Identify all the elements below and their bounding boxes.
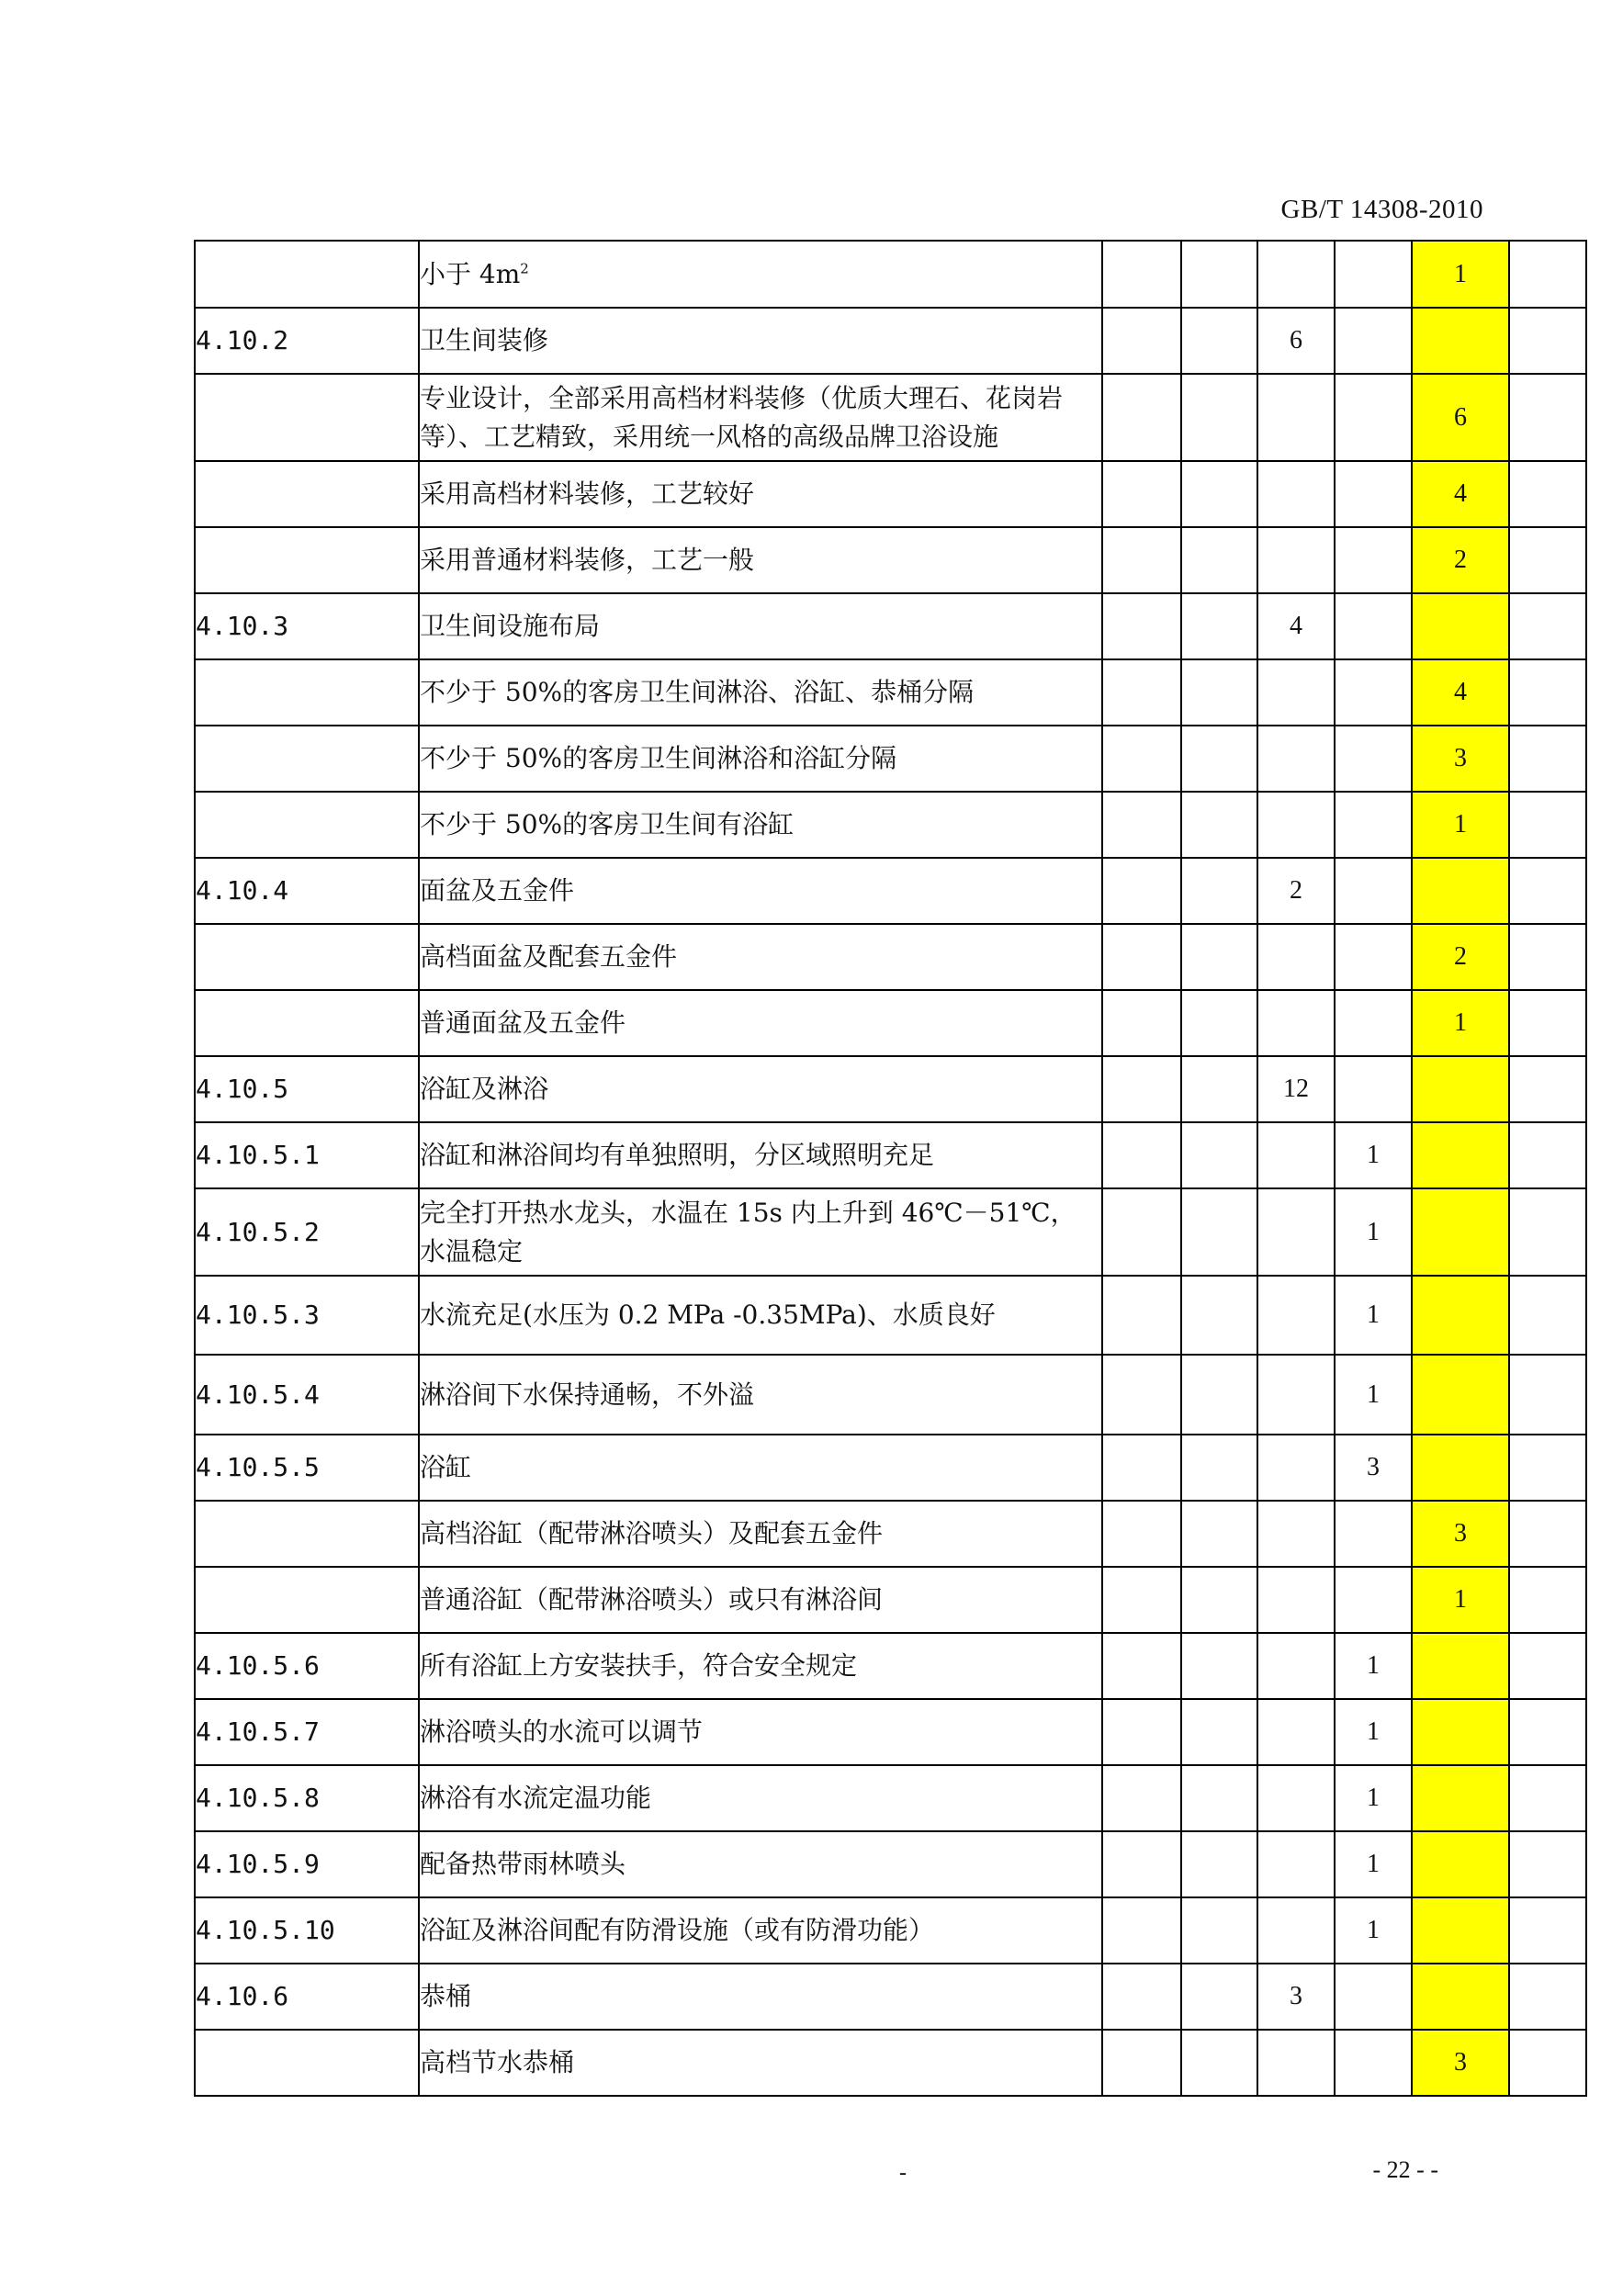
- item-code: [195, 2030, 419, 2096]
- item-description: [419, 593, 1102, 659]
- item-description: [419, 1355, 1102, 1435]
- highlighted-score-cell: 3: [1412, 1501, 1509, 1567]
- table-row: [195, 527, 1586, 593]
- item-description: [419, 374, 1102, 461]
- score-cell-col5: [1257, 1355, 1335, 1435]
- score-cell-col3: [1102, 1831, 1181, 1897]
- score-cell-col8: [1509, 374, 1586, 461]
- score-cell-col4: [1181, 1501, 1257, 1567]
- item-code: 4.10.5.4: [195, 1355, 419, 1435]
- item-description: [419, 1964, 1102, 2030]
- item-description: [419, 1056, 1102, 1122]
- table-row: [195, 1964, 1586, 2030]
- score-cell-col5: [1257, 1435, 1335, 1501]
- item-description-text: 所有浴缸上方安装扶手，符合安全规定: [420, 1650, 858, 1681]
- score-cell-col4: [1181, 241, 1257, 308]
- score-cell-col3: [1102, 1501, 1181, 1567]
- score-cell-col8: [1509, 1567, 1586, 1633]
- item-code: [195, 726, 419, 792]
- score-cell-col3: [1102, 1699, 1181, 1765]
- score-cell-col4: [1181, 1699, 1257, 1765]
- item-description: [419, 792, 1102, 858]
- highlighted-score-cell: [1412, 1435, 1509, 1501]
- score-cell-col3: [1102, 1276, 1181, 1355]
- item-code: 4.10.5.9: [195, 1831, 419, 1897]
- score-cell-col8: [1509, 2030, 1586, 2096]
- score-cell-col3: [1102, 1355, 1181, 1435]
- score-cell-col6: [1335, 461, 1412, 527]
- item-description-text: 浴缸: [420, 1452, 472, 1482]
- item-description: [419, 726, 1102, 792]
- score-cell-col3: [1102, 1633, 1181, 1699]
- item-description: [419, 924, 1102, 990]
- score-cell-col5: [1257, 461, 1335, 527]
- score-cell-col6: [1335, 1567, 1412, 1633]
- table-row: [195, 374, 1586, 461]
- highlighted-score-cell: [1412, 1831, 1509, 1897]
- score-cell-col5: 12: [1257, 1056, 1335, 1122]
- score-cell-col8: [1509, 924, 1586, 990]
- score-cell-col8: [1509, 659, 1586, 726]
- item-description-text: 高档浴缸（配带淋浴喷头）及配套五金件: [420, 1518, 884, 1548]
- item-description-text: 水流充足(水压为 0.2 MPa -0.35MPa)、水质良好: [420, 1300, 996, 1330]
- highlighted-score-cell: [1412, 1765, 1509, 1831]
- table-row: [195, 1276, 1586, 1355]
- item-description-superscript: 2: [520, 260, 529, 277]
- score-cell-col3: [1102, 990, 1181, 1056]
- score-cell-col5: [1257, 990, 1335, 1056]
- score-cell-col5: [1257, 726, 1335, 792]
- item-description: [419, 2030, 1102, 2096]
- score-cell-col4: [1181, 374, 1257, 461]
- item-code: [195, 461, 419, 527]
- score-cell-col4: [1181, 1964, 1257, 2030]
- highlighted-score-cell: 4: [1412, 461, 1509, 527]
- item-description-text: 面盆及五金件: [420, 875, 575, 906]
- item-description: [419, 1435, 1102, 1501]
- score-cell-col5: [1257, 1699, 1335, 1765]
- score-cell-col3: [1102, 1435, 1181, 1501]
- highlighted-score-cell: [1412, 1355, 1509, 1435]
- item-code: [195, 659, 419, 726]
- table-row: [195, 858, 1586, 924]
- score-cell-col3: [1102, 1765, 1181, 1831]
- item-code: 4.10.5.7: [195, 1699, 419, 1765]
- score-cell-col4: [1181, 2030, 1257, 2096]
- table-row: [195, 1831, 1586, 1897]
- score-cell-col3: [1102, 1122, 1181, 1188]
- score-cell-col4: [1181, 1567, 1257, 1633]
- item-description-text: 完全打开热水龙头，水温在 15s 内上升到 46℃－51℃，水温稳定: [420, 1197, 1076, 1266]
- table-row: [195, 990, 1586, 1056]
- score-cell-col6: 1: [1335, 1355, 1412, 1435]
- score-cell-col4: [1181, 461, 1257, 527]
- item-code: [195, 990, 419, 1056]
- score-cell-col4: [1181, 1435, 1257, 1501]
- score-cell-col8: [1509, 1765, 1586, 1831]
- highlighted-score-cell: 6: [1412, 374, 1509, 461]
- highlighted-score-cell: [1412, 1897, 1509, 1964]
- score-cell-col6: [1335, 858, 1412, 924]
- item-code: [195, 1567, 419, 1633]
- score-cell-col3: [1102, 1964, 1181, 2030]
- item-description-text: 普通面盆及五金件: [420, 1007, 626, 1038]
- item-description-text: 不少于 50%的客房卫生间淋浴和浴缸分隔: [420, 743, 897, 773]
- score-cell-col4: [1181, 659, 1257, 726]
- score-cell-col3: [1102, 1056, 1181, 1122]
- score-cell-col8: [1509, 1633, 1586, 1699]
- score-cell-col5: [1257, 792, 1335, 858]
- score-cell-col6: [1335, 2030, 1412, 2096]
- score-cell-col3: [1102, 374, 1181, 461]
- table-row: [195, 659, 1586, 726]
- score-cell-col4: [1181, 1056, 1257, 1122]
- score-cell-col8: [1509, 1188, 1586, 1276]
- item-code: 4.10.5.6: [195, 1633, 419, 1699]
- score-cell-col3: [1102, 858, 1181, 924]
- score-cell-col5: [1257, 374, 1335, 461]
- item-code: [195, 527, 419, 593]
- score-cell-col6: [1335, 792, 1412, 858]
- item-description: [419, 1567, 1102, 1633]
- score-cell-col8: [1509, 593, 1586, 659]
- scoring-table: [194, 240, 1587, 2097]
- score-cell-col5: [1257, 241, 1335, 308]
- item-description: [419, 659, 1102, 726]
- item-description: [419, 461, 1102, 527]
- score-cell-col4: [1181, 1122, 1257, 1188]
- score-cell-col6: [1335, 308, 1412, 374]
- score-cell-col8: [1509, 990, 1586, 1056]
- score-cell-col5: [1257, 1765, 1335, 1831]
- highlighted-score-cell: [1412, 308, 1509, 374]
- score-cell-col5: [1257, 527, 1335, 593]
- score-cell-col4: [1181, 1765, 1257, 1831]
- score-cell-col4: [1181, 924, 1257, 990]
- table-row: [195, 461, 1586, 527]
- item-code: 4.10.5.5: [195, 1435, 419, 1501]
- table-row: [195, 308, 1586, 374]
- score-cell-col5: 6: [1257, 308, 1335, 374]
- score-cell-col6: [1335, 1501, 1412, 1567]
- score-cell-col6: 1: [1335, 1765, 1412, 1831]
- score-cell-col8: [1509, 1964, 1586, 2030]
- item-description-text: 不少于 50%的客房卫生间有浴缸: [420, 809, 795, 839]
- item-description: [419, 858, 1102, 924]
- highlighted-score-cell: 2: [1412, 924, 1509, 990]
- score-cell-col6: [1335, 593, 1412, 659]
- table-row: [195, 1501, 1586, 1567]
- item-code: 4.10.5.3: [195, 1276, 419, 1355]
- item-code: 4.10.3: [195, 593, 419, 659]
- highlighted-score-cell: 1: [1412, 792, 1509, 858]
- score-cell-col3: [1102, 792, 1181, 858]
- table-row: [195, 1567, 1586, 1633]
- item-description-text: 高档面盆及配套五金件: [420, 941, 678, 972]
- item-description-text: 高档节水恭桶: [420, 2047, 575, 2077]
- score-cell-col6: 1: [1335, 1122, 1412, 1188]
- table-row: [195, 924, 1586, 990]
- item-code: 4.10.4: [195, 858, 419, 924]
- score-cell-col3: [1102, 1188, 1181, 1276]
- score-cell-col6: [1335, 241, 1412, 308]
- highlighted-score-cell: [1412, 1699, 1509, 1765]
- score-cell-col8: [1509, 308, 1586, 374]
- score-cell-col3: [1102, 308, 1181, 374]
- score-cell-col8: [1509, 1699, 1586, 1765]
- item-code: 4.10.5: [195, 1056, 419, 1122]
- score-cell-col5: [1257, 1897, 1335, 1964]
- score-cell-col5: [1257, 1501, 1335, 1567]
- item-description: [419, 1501, 1102, 1567]
- item-description-text: 专业设计，全部采用高档材料装修（优质大理石、花岗岩等）、工艺精致，采用统一风格的高级品牌卫浴设施: [420, 382, 1064, 452]
- score-cell-col8: [1509, 1897, 1586, 1964]
- score-cell-col8: [1509, 241, 1586, 308]
- score-cell-col4: [1181, 726, 1257, 792]
- highlighted-score-cell: 3: [1412, 726, 1509, 792]
- score-cell-col6: [1335, 374, 1412, 461]
- item-description-text: 卫生间设施布局: [420, 611, 601, 641]
- highlighted-score-cell: 3: [1412, 2030, 1509, 2096]
- score-cell-col3: [1102, 593, 1181, 659]
- item-code: 4.10.5.10: [195, 1897, 419, 1964]
- table-row: [195, 1355, 1586, 1435]
- item-description: [419, 1897, 1102, 1964]
- score-cell-col6: 1: [1335, 1897, 1412, 1964]
- score-cell-col5: [1257, 2030, 1335, 2096]
- item-description-text: 不少于 50%的客房卫生间淋浴、浴缸、恭桶分隔: [420, 677, 975, 707]
- item-description: [419, 1276, 1102, 1355]
- score-cell-col4: [1181, 593, 1257, 659]
- highlighted-score-cell: 1: [1412, 241, 1509, 308]
- table-row: [195, 1435, 1586, 1501]
- footer-dash: -: [899, 2161, 907, 2185]
- score-cell-col6: 3: [1335, 1435, 1412, 1501]
- table-row: [195, 1765, 1586, 1831]
- score-cell-col5: [1257, 1188, 1335, 1276]
- score-cell-col3: [1102, 461, 1181, 527]
- highlighted-score-cell: [1412, 1122, 1509, 1188]
- score-cell-col6: 1: [1335, 1276, 1412, 1355]
- score-cell-col3: [1102, 726, 1181, 792]
- highlighted-score-cell: 4: [1412, 659, 1509, 726]
- page-number: - 22 - -: [1372, 2156, 1438, 2183]
- item-description-text: 恭桶: [420, 1981, 472, 2011]
- item-description: [419, 1188, 1102, 1276]
- highlighted-score-cell: 1: [1412, 1567, 1509, 1633]
- highlighted-score-cell: [1412, 1276, 1509, 1355]
- score-cell-col3: [1102, 527, 1181, 593]
- item-code: 4.10.6: [195, 1964, 419, 2030]
- score-cell-col3: [1102, 1567, 1181, 1633]
- score-cell-col6: [1335, 726, 1412, 792]
- score-cell-col8: [1509, 792, 1586, 858]
- score-cell-col6: [1335, 1056, 1412, 1122]
- score-cell-col8: [1509, 527, 1586, 593]
- score-cell-col5: [1257, 1567, 1335, 1633]
- item-description-text: 普通浴缸（配带淋浴喷头）或只有淋浴间: [420, 1584, 884, 1615]
- highlighted-score-cell: [1412, 1964, 1509, 2030]
- score-cell-col8: [1509, 1056, 1586, 1122]
- item-description: [419, 241, 1102, 308]
- item-description: [419, 1122, 1102, 1188]
- score-cell-col5: [1257, 1633, 1335, 1699]
- score-cell-col6: [1335, 1964, 1412, 2030]
- item-description-text: 浴缸及淋浴间配有防滑设施（或有防滑功能）: [420, 1915, 935, 1945]
- table-row: [195, 1188, 1586, 1276]
- table-row: [195, 241, 1586, 308]
- score-cell-col6: 1: [1335, 1188, 1412, 1276]
- table-row: [195, 1633, 1586, 1699]
- item-code: [195, 792, 419, 858]
- table-body: [195, 241, 1586, 2096]
- score-cell-col8: [1509, 858, 1586, 924]
- score-cell-col3: [1102, 2030, 1181, 2096]
- score-cell-col4: [1181, 1831, 1257, 1897]
- highlighted-score-cell: [1412, 858, 1509, 924]
- score-cell-col4: [1181, 1633, 1257, 1699]
- score-cell-col6: 1: [1335, 1633, 1412, 1699]
- score-cell-col8: [1509, 1501, 1586, 1567]
- highlighted-score-cell: [1412, 1056, 1509, 1122]
- score-cell-col6: 1: [1335, 1699, 1412, 1765]
- score-cell-col8: [1509, 461, 1586, 527]
- item-code: [195, 1501, 419, 1567]
- score-cell-col6: [1335, 527, 1412, 593]
- item-code: 4.10.5.1: [195, 1122, 419, 1188]
- item-code: 4.10.2: [195, 308, 419, 374]
- table-row: [195, 792, 1586, 858]
- item-description-text: 配备热带雨林喷头: [420, 1849, 626, 1879]
- item-description-text: 淋浴喷头的水流可以调节: [420, 1716, 704, 1747]
- score-cell-col4: [1181, 1188, 1257, 1276]
- table-row: [195, 726, 1586, 792]
- score-cell-col6: 1: [1335, 1831, 1412, 1897]
- item-description-text: 采用普通材料装修，工艺一般: [420, 545, 755, 575]
- score-cell-col5: [1257, 1276, 1335, 1355]
- item-description-text: 卫生间装修: [420, 325, 549, 355]
- score-cell-col8: [1509, 1355, 1586, 1435]
- highlighted-score-cell: 2: [1412, 527, 1509, 593]
- score-cell-col4: [1181, 527, 1257, 593]
- item-description-text: 淋浴间下水保持通畅，不外溢: [420, 1379, 755, 1410]
- score-cell-col5: [1257, 1831, 1335, 1897]
- table-row: [195, 1699, 1586, 1765]
- item-code: 4.10.5.8: [195, 1765, 419, 1831]
- table-row: [195, 593, 1586, 659]
- table-row: [195, 1122, 1586, 1188]
- highlighted-score-cell: 1: [1412, 990, 1509, 1056]
- score-cell-col8: [1509, 1831, 1586, 1897]
- item-code: [195, 241, 419, 308]
- score-cell-col6: [1335, 924, 1412, 990]
- score-cell-col5: 4: [1257, 593, 1335, 659]
- score-cell-col4: [1181, 308, 1257, 374]
- score-cell-col3: [1102, 241, 1181, 308]
- item-description: [419, 308, 1102, 374]
- item-description-text: 浴缸及淋浴: [420, 1074, 549, 1104]
- item-description: [419, 1831, 1102, 1897]
- item-description: [419, 990, 1102, 1056]
- item-code: [195, 374, 419, 461]
- item-description: [419, 1765, 1102, 1831]
- score-cell-col5: 2: [1257, 858, 1335, 924]
- score-cell-col4: [1181, 1897, 1257, 1964]
- standard-code: GB/T 14308-2010: [1280, 195, 1483, 224]
- score-cell-col4: [1181, 1276, 1257, 1355]
- item-code: 4.10.5.2: [195, 1188, 419, 1276]
- highlighted-score-cell: [1412, 1188, 1509, 1276]
- score-cell-col4: [1181, 792, 1257, 858]
- score-cell-col8: [1509, 726, 1586, 792]
- highlighted-score-cell: [1412, 593, 1509, 659]
- score-cell-col3: [1102, 1897, 1181, 1964]
- highlighted-score-cell: [1412, 1633, 1509, 1699]
- score-cell-col3: [1102, 659, 1181, 726]
- score-cell-col4: [1181, 858, 1257, 924]
- score-cell-col6: [1335, 659, 1412, 726]
- score-cell-col5: 3: [1257, 1964, 1335, 2030]
- score-cell-col5: [1257, 659, 1335, 726]
- item-description-text: 采用高档材料装修，工艺较好: [420, 478, 755, 509]
- item-description-text: 浴缸和淋浴间均有单独照明，分区域照明充足: [420, 1140, 935, 1170]
- table-row: [195, 2030, 1586, 2096]
- item-code: [195, 924, 419, 990]
- item-description-text: 淋浴有水流定温功能: [420, 1783, 652, 1813]
- table-row: [195, 1056, 1586, 1122]
- score-cell-col8: [1509, 1122, 1586, 1188]
- item-description: [419, 1699, 1102, 1765]
- score-cell-col8: [1509, 1435, 1586, 1501]
- table-row: [195, 1897, 1586, 1964]
- score-cell-col3: [1102, 924, 1181, 990]
- score-cell-col6: [1335, 990, 1412, 1056]
- score-cell-col5: [1257, 924, 1335, 990]
- score-cell-col5: [1257, 1122, 1335, 1188]
- item-description: [419, 527, 1102, 593]
- item-description: [419, 1633, 1102, 1699]
- item-description-text: 小于 4m: [420, 258, 521, 289]
- score-cell-col8: [1509, 1276, 1586, 1355]
- score-cell-col4: [1181, 1355, 1257, 1435]
- score-cell-col4: [1181, 990, 1257, 1056]
